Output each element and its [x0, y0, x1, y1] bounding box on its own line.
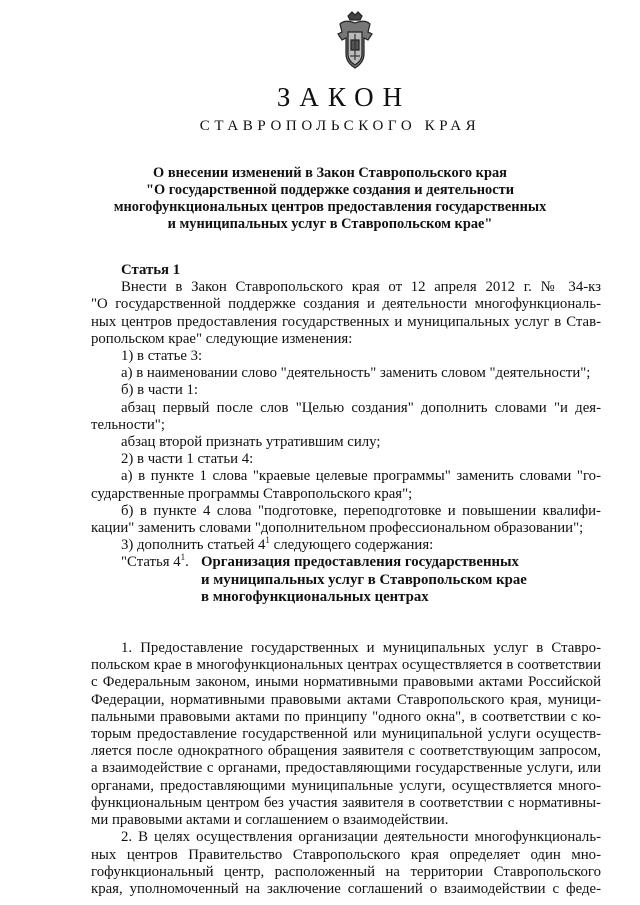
text-line: а) в наименовании слово "деятельность" заменить словом "деятельности"; [121, 365, 591, 382]
text-line: ных центров Правительство Ставропольского края определяет один мно- [91, 846, 601, 863]
heading-line: "О государственной поддержке создания и деятельности [145, 182, 515, 198]
text-line: ми правовыми актами и соглашением о взаимодействии. [91, 812, 449, 829]
text-line: Федерации, нормативными правовыми актами Ставропольского края, муници- [91, 691, 601, 708]
text-fragment: 3) дополнить статьей 4 [121, 537, 266, 554]
text-line: 2. В целях осуществления организации деятельности многофункциональ- [121, 829, 601, 846]
text-line: гофункциональный центр, расположенный на территории Ставропольского [91, 863, 601, 880]
text-fragment: . [185, 554, 189, 571]
article-4-1-title [91, 554, 601, 606]
article-4-1-lead [91, 554, 201, 606]
heading-line: О внесении изменений в Закон Ставропольского края [153, 165, 507, 181]
law-heading [80, 165, 580, 233]
text-line: польском крае в многофункциональных центрах осуществляется в соответствии [91, 657, 601, 674]
coat-of-arms-icon [334, 10, 376, 70]
text-line: края, уполномоченный на заключение соглашений о взаимодействии с феде- [91, 880, 601, 897]
text-line: Внести в Закон Ставропольского края от 12 апреля 2012 г. № 34-кз [121, 279, 601, 296]
text-line: сударственные программы Ставропольского края"; [91, 485, 413, 502]
text-line: "О государственной поддержке создания и деятельности многофункциональ- [91, 296, 601, 313]
text-line: б) в пункте 4 слова "подготовке, переподготовке и повышении квалифи- [121, 502, 601, 519]
text-line: а) в пункте 1 слова "краевые целевые программы" заменить словами "го- [121, 468, 601, 485]
text-line: тельности"; [91, 416, 165, 433]
text-line: ропольском крае" следующие изменения: [91, 330, 353, 347]
text-line: кации" заменить словами "дополнительном профессиональном образовании"; [91, 520, 584, 537]
text-line: а взаимодействие с органами, предоставляющими государственные услуги, или [91, 760, 601, 777]
heading-line: и муниципальных услуг в Ставропольском крае" [167, 216, 493, 232]
text-line: ляется после однократного обращения заявителя с соответствующим запросом, [91, 743, 601, 760]
heading-line: в многофункциональных центрах [201, 588, 429, 605]
text-line: 1. Предоставление государственных и муниципальных услуг в Ставро- [121, 640, 601, 657]
heading-line: Организация предоставления государственных [201, 554, 519, 571]
heading-line: многофункциональных центров предоставления государственных [113, 199, 547, 215]
text-line: ных центров предоставления государственных и муниципальных услуг в Став- [91, 313, 601, 330]
law-title: ЗАКОН [276, 82, 412, 112]
text-line: органами, предоставляющими муниципальные услуги, осуществляется много- [91, 777, 601, 794]
text-line: абзац второй признать утратившим силу; [121, 434, 381, 451]
superscript: 1 [265, 535, 270, 546]
text-line: функциональным центром без участия заявителя в соответствии с нормативны- [91, 794, 601, 811]
text-line: 1) в статье 3: [121, 348, 203, 365]
text-line: пальными правовыми актами по принципу "одного окна", в соответствии с ко- [91, 708, 601, 725]
text-fragment: "Статья 4 [121, 554, 181, 571]
document-body [91, 262, 601, 898]
text-line: 2) в части 1 статьи 4: [121, 451, 254, 468]
text-fragment: следующего содержания: [269, 537, 434, 554]
superscript: 1 [180, 552, 186, 563]
heading-line: и муниципальных услуг в Ставропольском крае [201, 571, 527, 588]
text-line: с Федеральным законом, иными нормативными правовыми актами Российской [91, 674, 601, 691]
text-line [91, 537, 601, 554]
text-line: б) в части 1: [121, 382, 199, 399]
article-1-title: Статья 1 [121, 262, 181, 278]
article-4-1-heading [201, 554, 527, 606]
text-line: торым предоставление государственной или муниципальной услуги осуществ- [91, 726, 601, 743]
text-line: абзац первый после слов "Целью создания" дополнить словами "и дея- [121, 399, 601, 416]
law-subtitle: СТАВРОПОЛЬСКОГО КРАЯ [199, 118, 481, 134]
